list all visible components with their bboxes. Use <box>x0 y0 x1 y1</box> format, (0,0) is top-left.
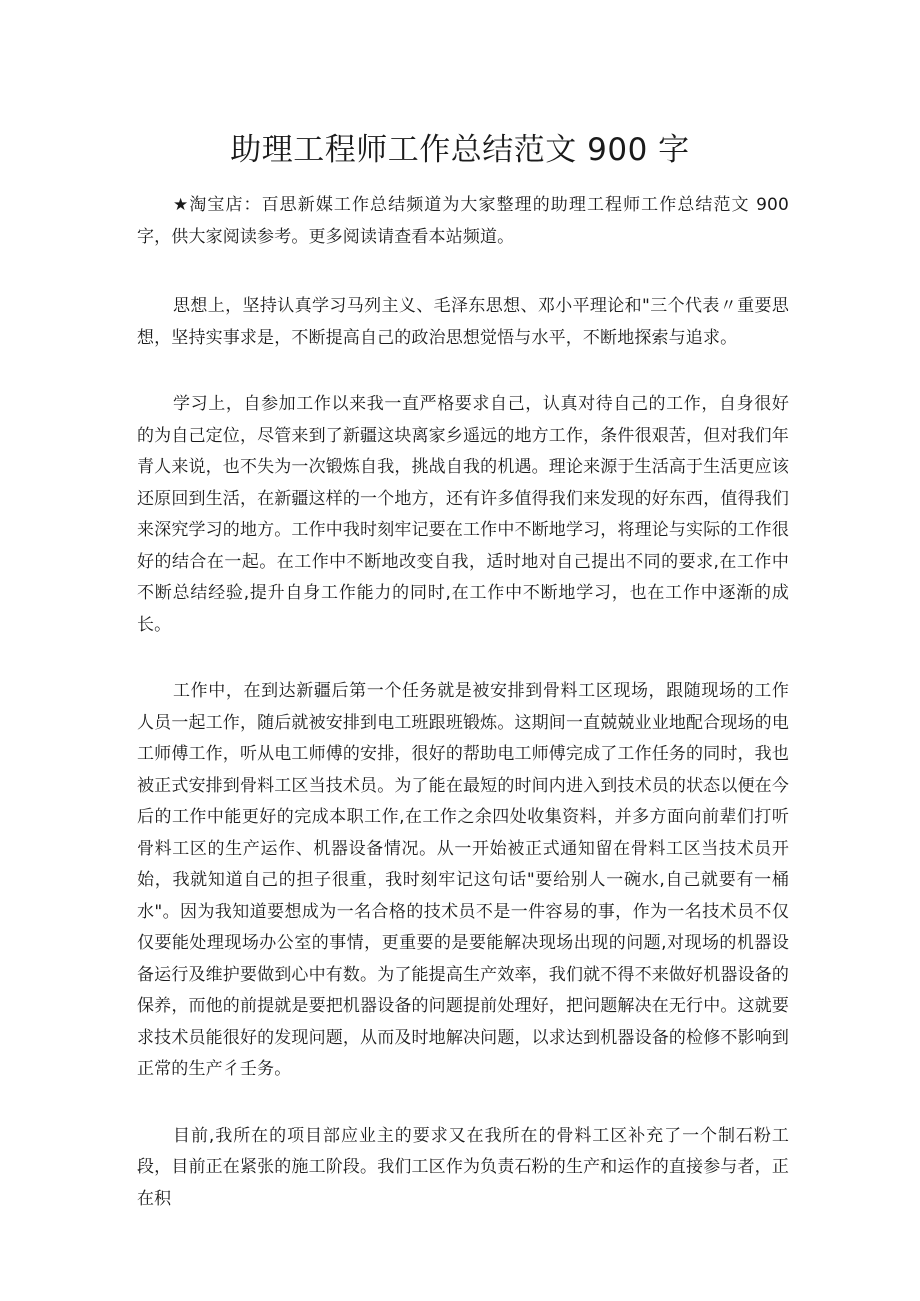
intro-paragraph: ★淘宝店：百思新媒工作总结频道为大家整理的助理工程师工作总结范文 900 字，供大家阅读参考。更多阅读请查看本站频道。 <box>137 195 789 247</box>
work-paragraph: 工作中，在到达新疆后第一个任务就是被安排到骨料工区现场，跟随现场的工作人员一起工作，随后就被安排到电工班跟班锻炼。这期间一直兢兢业业地配合现场的电工师傅工作，听从电工师傅的安排，很好的帮助电工师傅完成了工作任务的同时，我也被正式安排到骨料工区当技术员。为了能在最短的时间内进入到技术员的状态以便在今后的工作中能更好的完成本职工作,在工作之余四处收集资料，并多方面向前辈们打听骨料工区的生产运作、机器设备情况。从一开始被正式通知留在骨料工区当技术员开始，我就知道自己的担子很重，我时刻牢记这句话"要给别人一碗水,自己就要有一桶水"。因为我知道要想成为一名合格的技术员不是一件容易的事，作为一名技术员不仅仅要能处理现场办公室的事情，更重要的是要能解决现场出现的问题,对现场的机器设备运行及维护要做到心中有数。为了能提高生产效率，我们就不得不来做好机器设备的保养，而他的前提就是要把机器设备的问题提前处理好，把问题解决在无行中。这就要求技术员能很好的发现问题，从而及时地解决问题，以求达到机器设备的检修不影响到正常的生产彳壬务。 <box>137 681 789 1079</box>
current-paragraph: 目前,我所在的项目部应业主的要求又在我所在的骨料工区补充了一个制石粉工段，目前正在紧张的施工阶段。我们工区作为负责石粉的生产和运作的直接参与者，正在积 <box>137 1125 789 1209</box>
document-title: 助理工程师工作总结范文 900 字 <box>230 132 690 168</box>
thought-paragraph: 思想上，坚持认真学习马列主义、毛泽东思想、邓小平理论和"三个代表〃重要思想，坚持实事求是，不断提高自己的政治思想觉悟与水平，不断地探索与追求。 <box>137 296 789 348</box>
document-body <box>137 190 789 1250</box>
study-paragraph: 学习上，自参加工作以来我一直严格要求自己，认真对待自己的工作，自身很好的为自己定位，尽管来到了新疆这块离家乡遥远的地方工作，条件很艰苦，但对我们年青人来说，也不失为一次锻炼自我，挑战自我的机遇。理论来源于生活高于生活更应该还原回到生活，在新疆这样的一个地方，还有许多值得我们来发现的好东西，值得我们来深究学习的地方。工作中我时刻牢记要在工作中不断地学习，将理论与实际的工作很好的结合在一起。在工作中不断地改变自我，适时地对自己提出不同的要求,在工作中不断总结经验,提升自身工作能力的同时,在工作中不断地学习，也在工作中逐渐的成长。 <box>137 394 789 635</box>
